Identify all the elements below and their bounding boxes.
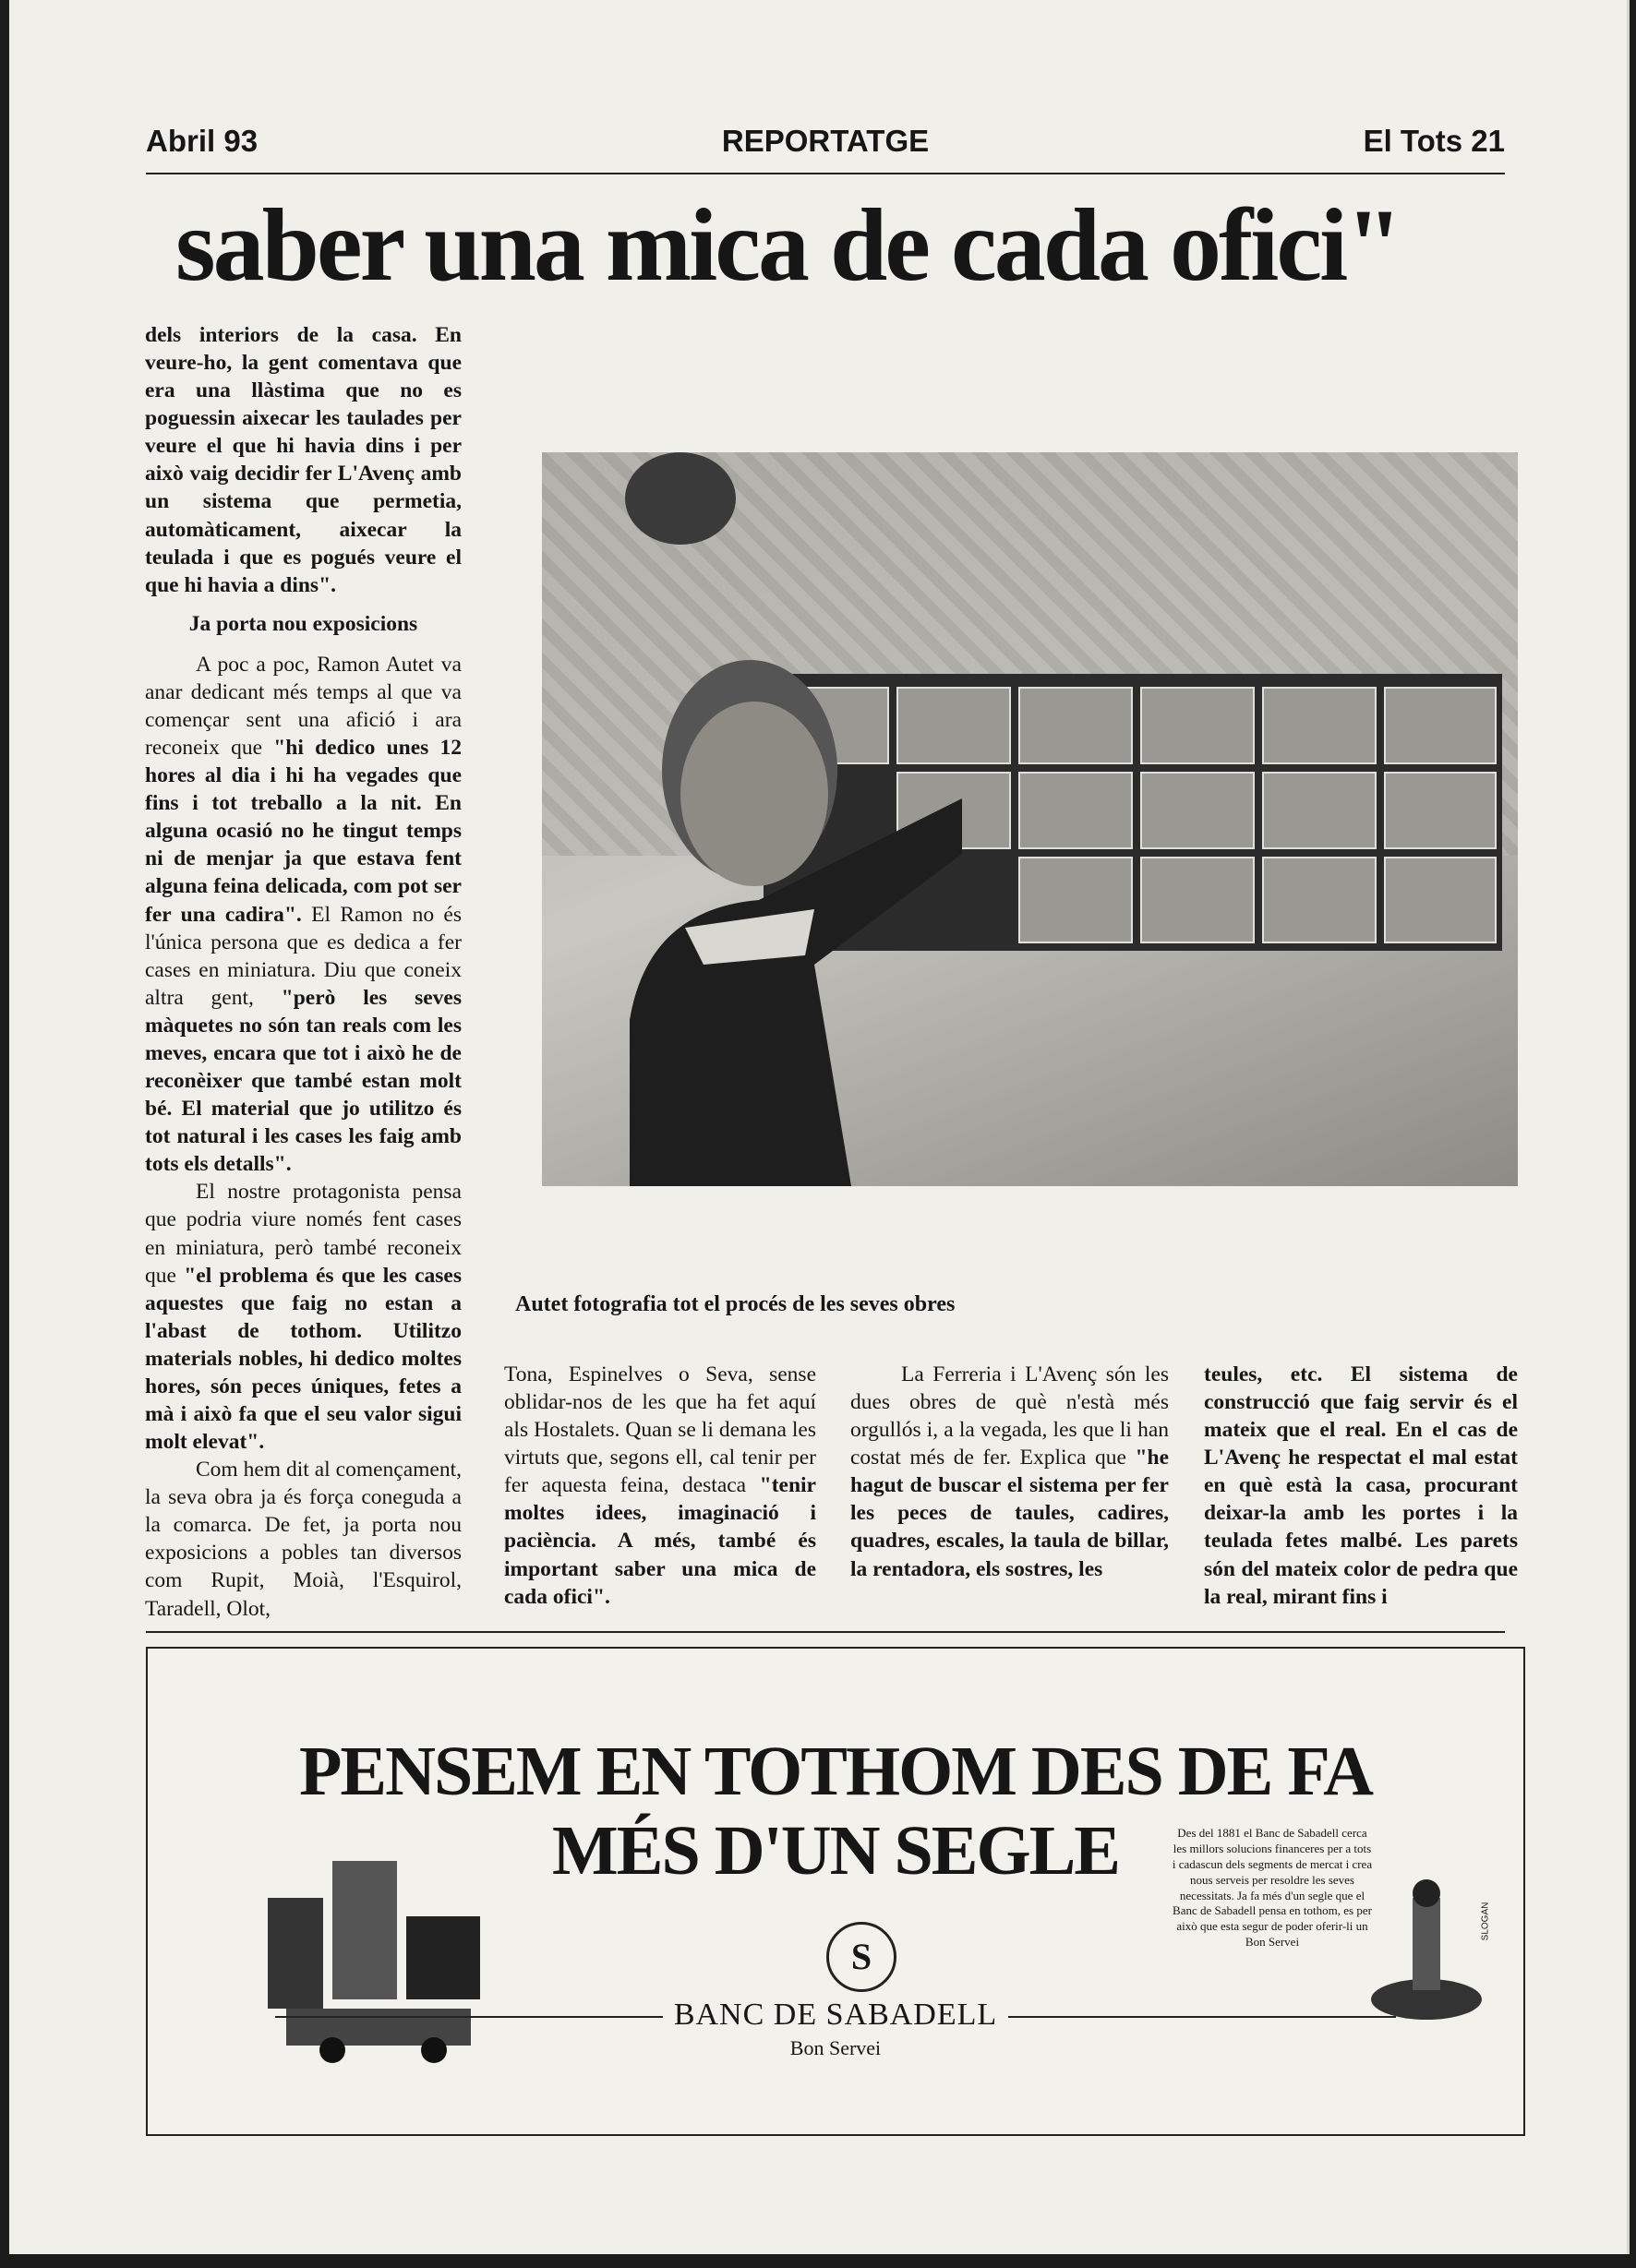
man-pointing-figure bbox=[574, 632, 962, 1186]
paragraph bbox=[145, 651, 462, 1178]
subheading: Ja porta nou exposicions bbox=[188, 611, 418, 636]
bank-name: BANC DE SABADELL bbox=[148, 1998, 1523, 2033]
bank-advertisement bbox=[146, 1647, 1525, 2136]
article-column-2 bbox=[504, 1361, 816, 1611]
article-column-4 bbox=[1204, 1361, 1518, 1611]
section-title: REPORTATGE bbox=[721, 124, 930, 158]
ad-separator-rule bbox=[146, 1631, 1505, 1633]
intro-quote: dels interiors de la casa. En veure-ho, la gent comentava que era una llàstima que no es poguessin aixecar les taulades per veure el que hi havia dins i per això vaig decidir fer L'Avenç amb un sistema que permetia, automàticament, aixecar la teulada i que es pogués veure el que hi havia a dins". bbox=[145, 323, 462, 597]
quote-run: "però les seves màquetes no són tan reals com les meves, encara que tot i això he de reconèixer que també estan molt bé. El material que jo utilitzo és tot natural i les cases les faig amb tots els detalls". bbox=[145, 985, 462, 1177]
hat-on-wall bbox=[625, 452, 736, 545]
article-photo bbox=[542, 452, 1518, 1186]
article-column-1 bbox=[145, 321, 462, 1623]
page-header bbox=[146, 124, 1505, 170]
quote-run: "he hagut de buscar el sistema per fer les peces de taules, cadires, quadres, escales, la taula de billar, la rentadora, els sostres, les bbox=[850, 1446, 1169, 1581]
issue-date: Abril 93 bbox=[146, 124, 259, 158]
ad-body-text: Des del 1881 el Banc de Sabadell cerca les millors solucions financeres per a tots i cadascun dels segments de mercat i crea nous serveis per resoldre les seves necessitats. Ja fa més d'un segle que el Banc de Sabadell pensa en tothom, es per això que esta segur de poder oferir-li un Bon Servei bbox=[1172, 1826, 1373, 1950]
bank-logo: S bbox=[826, 1922, 896, 1992]
quote-run: "el problema és que les cases aquestes que faig no estan a l'abast de tothom. Utilitzo materials nobles, hi dedico moltes hores, són peces úniques, fetes a mà i això fa que el seu valor sigui molt elevat". bbox=[145, 1263, 462, 1455]
paragraph bbox=[504, 1361, 816, 1611]
photo-caption: Autet fotografia tot el procés de les seves obres bbox=[515, 1292, 956, 1316]
magazine-page bbox=[9, 0, 1630, 2254]
headline: saber una mica de cada ofici" bbox=[175, 188, 1401, 303]
text-run: El Ramon no és l'única persona que es dedica a fer cases en miniatura. Diu que coneix altra gent, bbox=[145, 902, 462, 1010]
paragraph: teules, etc. El sistema de construcció que faig servir és el mateix que el real. En el cas de L'Avenç he respectat el mal estat en què està la casa, procurant deixar-la amb les portes i la teulada fetes malbé. Les parets són del mateix color de pedra que la real, mirant fins i bbox=[1204, 1362, 1518, 1609]
text-run: La Ferreria i L'Avenç són les dues obres de què n'està més orgullós i, a la vegada, les que li han costat més de fer. Explica que bbox=[850, 1362, 1169, 1470]
paragraph bbox=[145, 1178, 462, 1456]
paragraph bbox=[850, 1361, 1169, 1583]
quote-run: "hi dedico unes 12 hores al dia i hi ha vegades que fins i tot treballo a la nit. En alguna ocasió no he tingut temps ni de menjar ja que estava fent alguna feina delicada, com pot ser fer una cadira". bbox=[145, 736, 463, 927]
paragraph: Com hem dit al començament, la seva obra ja és força coneguda a la comarca. De fet, ja porta nou exposicions a pobles tan diversos com Rupit, Moià, l'Esquirol, Taradell, Olot, bbox=[145, 1458, 462, 1621]
slogan-label: SLOGAN bbox=[1480, 1902, 1491, 1941]
article-column-3 bbox=[850, 1361, 1169, 1583]
ad-headline-line-2: MÉS D'UN SEGLE bbox=[552, 1812, 1119, 1890]
machine-illustration-icon bbox=[1357, 1870, 1496, 2036]
bank-tagline: Bon Servei bbox=[789, 2036, 882, 2059]
page-number: El Tots 21 bbox=[1363, 124, 1505, 158]
quote-run: "tenir moltes idees, imaginació i paciència. A més, també és important saber una mica de cada ofici". bbox=[504, 1473, 816, 1609]
text-run: A poc a poc, Ramon Autet va anar dedicant més temps al que va començar sent una afició i ara reconeix que bbox=[145, 652, 462, 761]
text-run: El nostre protagonista pensa que podria viure només fent cases en miniatura, però també reconeix que bbox=[145, 1180, 462, 1288]
text-run: Tona, Espinelves o Seva, sense oblidar-nos de les que ha fet aquí als Hostalets. Quan se li demana les virtuts que, segons ell, cal tenir per fer aquesta feina, destaca bbox=[504, 1362, 816, 1498]
ad-headline-line-1: PENSEM EN TOTHOM DES DE FA bbox=[298, 1733, 1373, 1810]
header-rule bbox=[146, 173, 1505, 174]
